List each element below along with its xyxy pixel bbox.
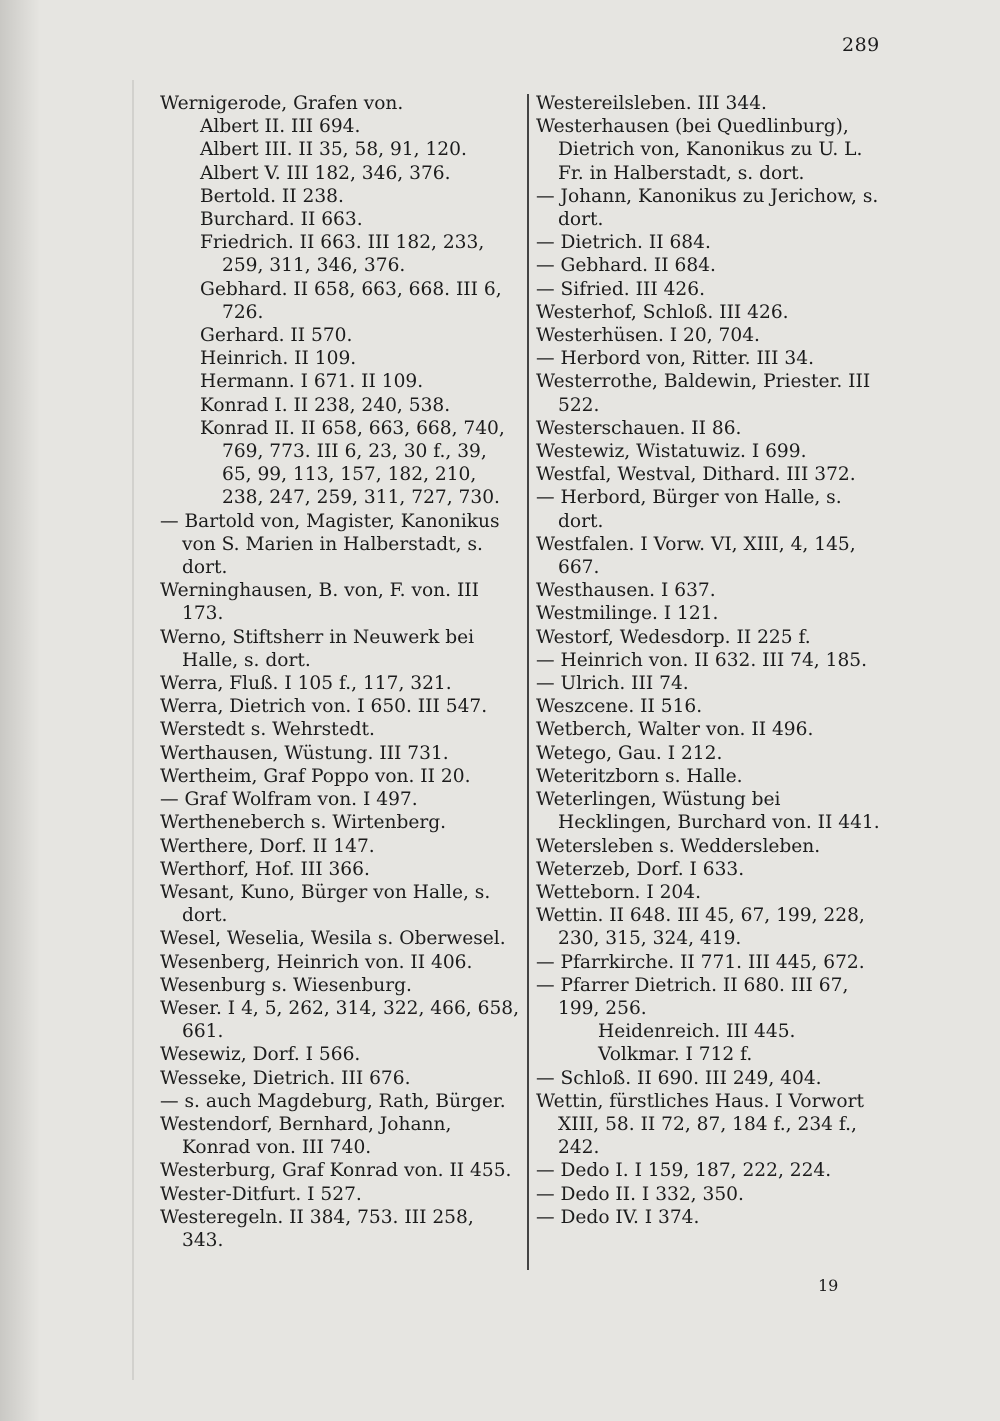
index-entry: Bertold. II 238. xyxy=(200,185,344,207)
index-entry: Wetberch, Walter von. II 496. xyxy=(536,719,814,741)
index-entry: — Dietrich. II 684. xyxy=(536,232,711,254)
index-entry: Wettin, fürstliches Haus. I Vorwort XIII, 58. II 72, 87, 184 f., 234 f., 242. xyxy=(536,1090,864,1159)
index-column-left xyxy=(160,92,520,1252)
index-entry: — Johann, Kanonikus zu Jerichow, s. dort. xyxy=(536,185,879,231)
index-entry: — Pfarrkirche. II 771. III 445, 672. xyxy=(536,951,865,973)
index-entry: — Heinrich von. II 632. III 74, 185. xyxy=(536,649,868,671)
index-entry: Weterlingen, Wüstung bei Hecklingen, Burchard von. II 441. xyxy=(536,789,880,834)
index-entry: Westerhausen (bei Quedlinburg), Dietrich von, Kanonikus zu U. L. Fr. in Halberstadt, s. dort. xyxy=(536,116,863,184)
index-entry: Konrad II. II 658, 663, 668, 740, 769, 773. III 6, 23, 30 f., 39, 65, 99, 113, 157, 182, 210, 238, 247, 259, 311, 727, 730. xyxy=(200,417,505,509)
index-entry: Wesel, Weselia, Wesila s. Oberwesel. xyxy=(160,928,506,950)
index-entry: — Ulrich. III 74. xyxy=(536,673,689,695)
index-entry: Werthere, Dorf. II 147. xyxy=(160,835,375,857)
index-entry: — Schloß. II 690. III 249, 404. xyxy=(536,1067,822,1089)
index-entry: Albert V. III 182, 346, 376. xyxy=(200,162,451,184)
index-entry: — Sifried. III 426. xyxy=(536,278,705,300)
index-entry: Wesseke, Dietrich. III 676. xyxy=(160,1067,411,1089)
index-entry: Burchard. II 663. xyxy=(200,209,363,231)
index-entry: — Dedo II. I 332, 350. xyxy=(536,1183,744,1205)
index-entry: Westhausen. I 637. xyxy=(536,580,716,602)
index-entry: Heidenreich. III 445. xyxy=(598,1021,796,1043)
index-entry: Wesant, Kuno, Bürger von Halle, s. dort. xyxy=(160,881,491,927)
index-entry: Heinrich. II 109. xyxy=(200,348,357,370)
index-entry: — Graf Wolfram von. I 497. xyxy=(160,789,418,811)
index-entry: Wester-Ditfurt. I 527. xyxy=(160,1183,362,1205)
index-entry: Wetego, Gau. I 212. xyxy=(536,742,723,764)
index-entry: Werninghausen, B. von, F. von. III 173. xyxy=(160,580,479,625)
binding-gutter xyxy=(132,80,134,1380)
page-number: 289 xyxy=(842,34,880,56)
index-entry: — s. auch Magdeburg, Rath, Bürger. xyxy=(160,1090,506,1112)
index-entry: Wesewiz, Dorf. I 566. xyxy=(160,1044,361,1066)
index-entry: — Pfarrer Dietrich. II 680. III 67, 199, 256. xyxy=(536,974,849,1019)
index-entry: Konrad I. II 238, 240, 538. xyxy=(200,394,451,416)
index-entry: Westewiz, Wistatuwiz. I 699. xyxy=(536,441,807,463)
index-entry: Werthorf, Hof. III 366. xyxy=(160,858,370,880)
index-entry: Westendorf, Bernhard, Johann, Konrad von. III 740. xyxy=(160,1113,452,1159)
page-edge-shadow xyxy=(0,0,40,1421)
index-entry: Albert III. II 35, 58, 91, 120. xyxy=(200,139,467,161)
index-entry: Werthausen, Wüstung. III 731. xyxy=(160,742,449,764)
index-entry: Wetersleben s. Weddersleben. xyxy=(536,835,821,857)
column-divider xyxy=(527,94,529,1270)
index-entry: Westfalen. I Vorw. VI, XIII, 4, 145, 667. xyxy=(536,533,856,579)
index-column-right xyxy=(536,92,888,1229)
index-entry: Hermann. I 671. II 109. xyxy=(200,371,424,393)
index-entry: Westerhof, Schloß. III 426. xyxy=(536,301,789,323)
index-entry: Volkmar. I 712 f. xyxy=(598,1044,753,1066)
index-entry: Wertheim, Graf Poppo von. II 20. xyxy=(160,765,471,787)
index-entry: Gebhard. II 658, 663, 668. III 6, 726. xyxy=(200,278,502,323)
index-entry: Friedrich. II 663. III 182, 233, 259, 311, 346, 376. xyxy=(200,232,485,277)
index-entry: — Gebhard. II 684. xyxy=(536,255,716,277)
index-entry: Weszcene. II 516. xyxy=(536,696,703,718)
signature-mark: 19 xyxy=(818,1276,839,1295)
index-entry: Weser. I 4, 5, 262, 314, 322, 466, 658, 661. xyxy=(160,997,520,1043)
index-entry: Westerhüsen. I 20, 704. xyxy=(536,325,760,347)
index-entry: Westfal, Westval, Dithard. III 372. xyxy=(536,464,856,486)
index-entry: Werstedt s. Wehrstedt. xyxy=(160,719,375,741)
index-entry: Albert II. III 694. xyxy=(200,116,361,138)
index-entry: — Bartold von, Magister, Kanonikus von S. Marien in Halberstadt, s. dort. xyxy=(160,510,500,579)
index-entry: Wettin. II 648. III 45, 67, 199, 228, 230, 315, 324, 419. xyxy=(536,905,865,950)
index-entry: Werra, Fluß. I 105 f., 117, 321. xyxy=(160,673,452,695)
index-entry: Westerburg, Graf Konrad von. II 455. xyxy=(160,1160,512,1182)
index-entry: Westereilsleben. III 344. xyxy=(536,93,767,114)
index-entry: Weterzeb, Dorf. I 633. xyxy=(536,858,745,880)
index-entry: — Dedo I. I 159, 187, 222, 224. xyxy=(536,1160,832,1182)
index-entry: Wernigerode, Grafen von. xyxy=(160,93,404,114)
index-entry: — Herbord, Bürger von Halle, s. dort. xyxy=(536,487,842,532)
index-entry: Westerschauen. II 86. xyxy=(536,417,742,439)
index-entry: Westerrothe, Baldewin, Priester. III 522. xyxy=(536,371,871,416)
index-entry: Westeregeln. II 384, 753. III 258, 343. xyxy=(160,1206,474,1251)
index-entry: Werno, Stiftsherr in Neuwerk bei Halle, s. dort. xyxy=(160,626,475,671)
index-entry: — Herbord von, Ritter. III 34. xyxy=(536,348,814,370)
index-entry: Wertheneberch s. Wirtenberg. xyxy=(160,812,447,834)
index-entry: Westorf, Wedesdorp. II 225 f. xyxy=(536,626,811,648)
index-entry: Gerhard. II 570. xyxy=(200,325,353,347)
index-entry: Werra, Dietrich von. I 650. III 547. xyxy=(160,696,488,718)
index-entry: Wesenberg, Heinrich von. II 406. xyxy=(160,951,473,973)
index-entry: Weteritzborn s. Halle. xyxy=(536,765,743,787)
index-entry: — Dedo IV. I 374. xyxy=(536,1206,700,1228)
index-entry: Westmilinge. I 121. xyxy=(536,603,719,625)
index-entry: Wetteborn. I 204. xyxy=(536,881,701,903)
index-entry: Wesenburg s. Wiesenburg. xyxy=(160,974,412,996)
